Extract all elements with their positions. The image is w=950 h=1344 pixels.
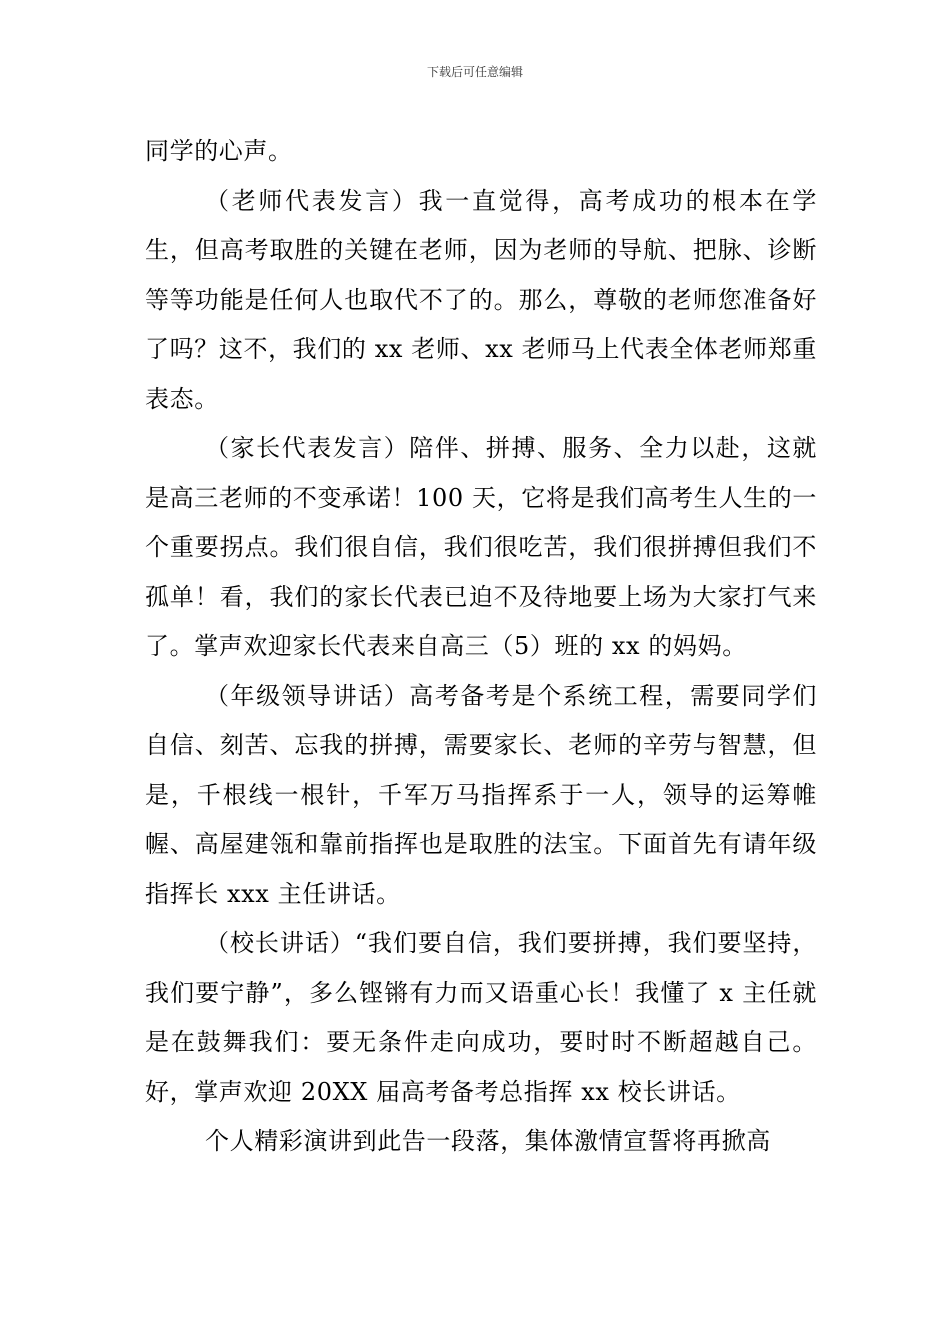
paragraph: （老师代表发言）我一直觉得，高考成功的根本在学生，但高考取胜的关键在老师，因为老师的导航、把脉、诊断等等功能是任何人也取代不了的。那么，尊敬的老师您准备好了吗？这不，我们的 xx 老师、xx 老师马上代表全体老师郑重表态。 [145, 186, 817, 413]
document-body [145, 127, 817, 1167]
paragraph: 个人精彩演讲到此告一段落，集体激情宣誓将再掀高 [205, 1127, 771, 1155]
paragraph: （年级领导讲话）高考备考是个系统工程，需要同学们自信、刻苦、忘我的拼搏，需要家长、老师的辛劳与智慧，但是，千根线一根针，千军万马指挥系于一人，领导的运筹帷幄、高屋建瓴和靠前指挥也是取胜的法宝。下面首先有请年级指挥长 xxx 主任讲话。 [145, 681, 817, 908]
paragraph: （家长代表发言）陪伴、拼搏、服务、全力以赴，这就是高三老师的不变承诺！100 天，它将是我们高考生人生的一个重要拐点。我们很自信，我们很吃苦，我们很拼搏但我们不孤单！看，我们的家长代表已迫不及待地要上场为大家打气来了。掌声欢迎家长代表来自高三（5）班的 xx 的妈妈。 [145, 434, 817, 660]
paragraph: （校长讲话）“我们要自信，我们要拼搏，我们要坚持，我们要宁静”，多么铿锵有力而又语重心长！我懂了 x 主任就是在鼓舞我们：要无条件走向成功，要时时不断超越自己。好，掌声欢迎 20XX 届高考备考总指挥 xx 校长讲话。 [145, 929, 817, 1106]
page-header: 下载后可任意编辑 [426, 65, 523, 79]
paragraph: 同学的心声。 [145, 137, 293, 165]
